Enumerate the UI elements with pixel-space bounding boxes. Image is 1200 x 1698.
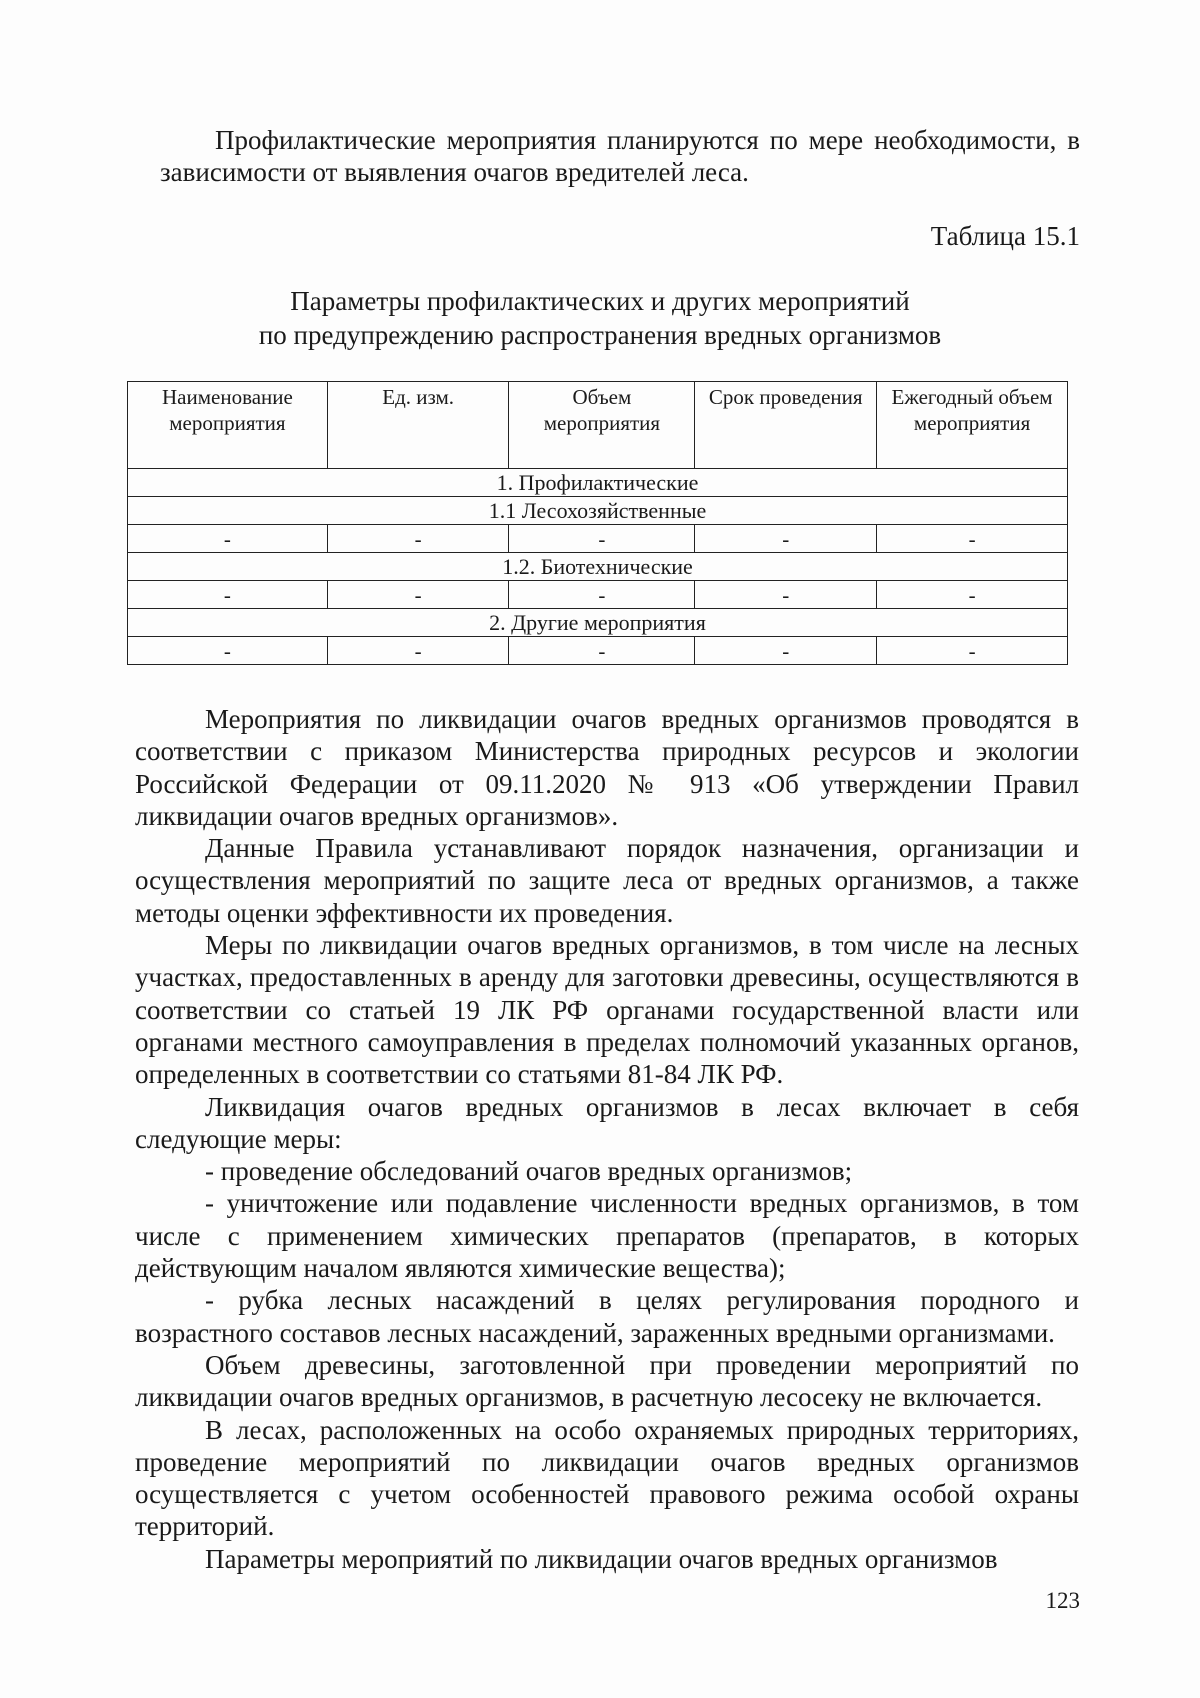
page-number: 123 <box>1045 1588 1080 1613</box>
table-cell: - <box>877 525 1068 553</box>
table-title-line-2: по предупреждению распространения вредных организмов <box>258 320 942 350</box>
body-paragraph: Данные Правила устанавливают порядок назначения, организации и осуществления мероприятий по защите леса от вредных организмов, а также методы оценки эффективности их проведения. <box>135 833 1079 928</box>
table-label: Таблица 15.1 <box>930 221 1080 251</box>
table-row <box>128 637 1068 665</box>
table-cell: - <box>695 581 877 609</box>
body-text <box>135 703 1079 1575</box>
table-section-row <box>128 609 1068 637</box>
table-cell: - <box>128 581 328 609</box>
table-cell: - <box>327 637 509 665</box>
table-row <box>128 581 1068 609</box>
header-cell: Ед. изм. <box>327 382 509 469</box>
table-cell: - <box>509 637 695 665</box>
table-cell: - <box>695 637 877 665</box>
body-paragraph: Меры по ликвидации очагов вредных организмов, в том числе на лесных участках, предоставленных в аренду для заготовки древесины, осуществляются в соответствии со статьей 19 ЛК РФ органами государственной власти или органами местного самоуправления в пределах полномочий указанных органов, определенных в соответствии со статьями 81-84 ЛК РФ. <box>135 930 1079 1090</box>
table-cell: - <box>509 581 695 609</box>
table-cell: - <box>128 637 328 665</box>
header-cell: Срок проведения <box>695 382 877 469</box>
table-cell: - <box>509 525 695 553</box>
table-section-row <box>128 553 1068 581</box>
body-paragraph: Параметры мероприятий по ликвидации очагов вредных организмов <box>205 1543 998 1574</box>
body-paragraph: Ликвидация очагов вредных организмов в лесах включает в себя следующие меры: <box>135 1091 1079 1154</box>
intro-paragraph: Профилактические мероприятия планируются по мере необходимости, в зависимости от выявления очагов вредителей леса. <box>160 125 1080 187</box>
table-cell: - <box>877 637 1068 665</box>
table-cell: - <box>128 525 328 553</box>
list-item: - рубка лесных насаждений в целях регулирования породного и возрастного составов лесных насаждений, зараженных вредными организмами. <box>135 1285 1079 1348</box>
header-cell: Ежегодный объем мероприятия <box>877 382 1068 469</box>
section-label: 1.2. Биотехнические <box>128 553 1068 581</box>
section-label: 1. Профилактические <box>128 469 1068 497</box>
body-paragraph: В лесах, расположенных на особо охраняемых природных территориях, проведение мероприятий по ликвидации очагов вредных организмов осуществляется с учетом особенностей правового режима особой охраны территорий. <box>135 1414 1079 1542</box>
table-cell: - <box>695 525 877 553</box>
list-item: - проведение обследований очагов вредных организмов; <box>205 1156 853 1187</box>
parameters-table <box>127 381 1068 665</box>
table-cell: - <box>877 581 1068 609</box>
table-section-row <box>128 497 1068 525</box>
section-label: 2. Другие мероприятия <box>128 609 1068 637</box>
table-title-line-1: Параметры профилактических и других мероприятий <box>290 286 910 316</box>
section-label: 1.1 Лесохозяйственные <box>128 497 1068 525</box>
table-cell: - <box>327 525 509 553</box>
table-title <box>0 284 1200 352</box>
header-cell: Наименование мероприятия <box>128 382 328 469</box>
list-item: - уничтожение или подавление численности вредных организмов, в том числе с применением химических препаратов (препаратов, в которых действующим началом являются химические вещества); <box>135 1188 1079 1284</box>
table-row <box>128 525 1068 553</box>
body-paragraph: Объем древесины, заготовленной при проведении мероприятий по ликвидации очагов вредных организмов, в расчетную лесосеку не включается. <box>135 1349 1079 1413</box>
table-section-row <box>128 469 1068 497</box>
table-header-row <box>128 382 1068 469</box>
body-paragraph: Мероприятия по ликвидации очагов вредных организмов проводятся в соответствии с приказом Министерства природных ресурсов и экологии Российской Федерации от 09.11.2020 № 913 «Об утверждении Правил ликвидации очагов вредных организмов». <box>135 704 1079 831</box>
header-cell: Объем мероприятия <box>509 382 695 469</box>
table-cell: - <box>327 581 509 609</box>
